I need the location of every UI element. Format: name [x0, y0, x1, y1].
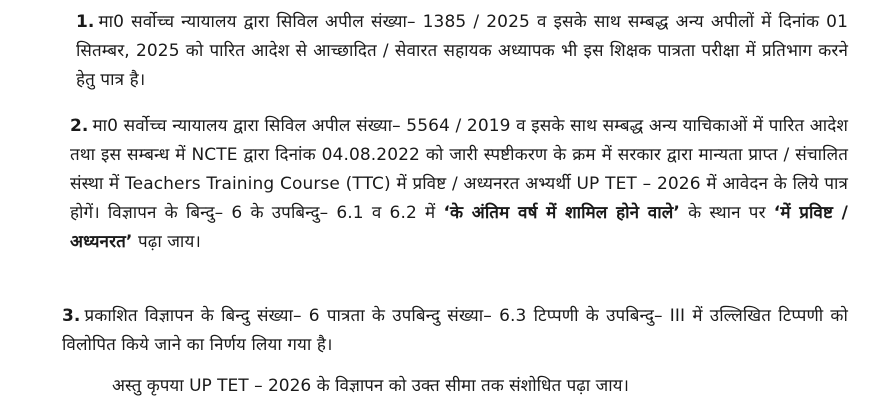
list-item-1 — [76, 8, 848, 95]
item-text-before: मा0 सर्वोच्च न्यायालय द्वारा सिविल अपील संख्या– 5564 / 2019 व इसके साथ सम्बद्ध अन्य याचिकाओं में पारित आदेश तथा इस सम्बन्ध में NCTE द्वारा दिनांक 04.08.2022 को जारी स्पष्टीकरण के क्रम में सरकार द्वारा मान्यता प्राप्त / संचालित संस्था में Teachers Training Course (TTC) में प्रविष्ट / अध्यनरत अभ्यर्थी UP TET – 2026 में आवेदन के लिये पात्र होगें। विज्ञापन के बिन्दु– 6 के उपबिन्दु– 6.1 व 6.2 में — [70, 116, 848, 223]
item-number: 3. — [62, 306, 81, 326]
item-text: मा0 सर्वोच्च न्यायालय द्वारा सिविल अपील संख्या– 1385 / 2025 व इसके साथ सम्बद्ध अन्य अपीलों में दिनांक 01 सितम्बर, 2025 को पारित आदेश से आच्छादित / सेवारत सहायक अध्यापक भी इस शिक्षक पात्रता परीक्षा में प्रतिभाग करने हेतु पात्र है। — [76, 12, 848, 90]
quoted-phrase-new: ‘में प्रविष्ट / अध्यनरत’ — [70, 203, 848, 252]
item-number: 2. — [70, 116, 89, 136]
item-number: 1. — [76, 12, 95, 32]
quoted-phrase-old: ‘के अंतिम वर्ष में शामिल होने वाले’ — [443, 203, 680, 223]
list-item-3 — [62, 302, 848, 360]
item-text: प्रकाशित विज्ञापन के बिन्दु संख्या– 6 पात्रता के उपबिन्दु संख्या– 6.3 टिप्पणी के उपबिन्दु– III में उल्लिखित टिप्पणी को विलोपित किये जाने का निर्णय लिया गया है। — [62, 306, 848, 355]
item-text-middle: के स्थान पर — [679, 203, 774, 223]
list-item-2 — [70, 112, 848, 257]
item-text-after: पढ़ा जाय। — [132, 232, 201, 252]
closing-statement: अस्तु कृपया UP TET – 2026 के विज्ञापन को उक्त सीमा तक संशोधित पढ़ा जाय। — [112, 376, 629, 396]
